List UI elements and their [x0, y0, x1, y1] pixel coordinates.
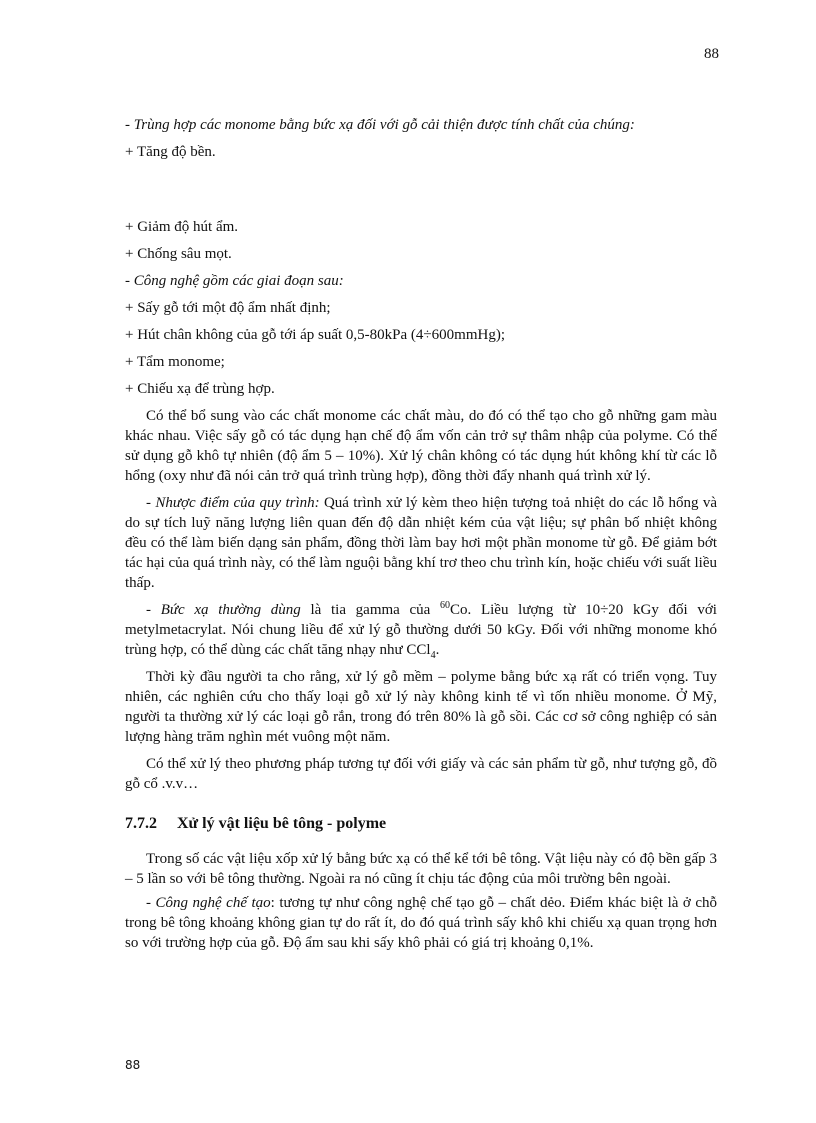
paragraph-text: Co. Liều lượng từ 10÷20 kGy đối với metylmetacrylat. Nói chung liều để xử lý gỗ thường dưới 50 kGy. Đối với những monome khó trùng hợp, có thể dùng các chất tăng nhạy như CCl — [125, 602, 717, 658]
list-item: + Sấy gỗ tới một độ ẩm nhất định; — [125, 300, 331, 316]
list-item: + Tăng độ bền. — [125, 144, 216, 160]
paragraph — [125, 493, 717, 593]
list-item: + Hút chân không của gỗ tới áp suất 0,5-80kPa (4÷600mmHg); — [125, 327, 505, 343]
list-item: + Giảm độ hút ẩm. — [125, 219, 239, 235]
paragraph-lead: - Công nghệ chế tạo — [146, 895, 271, 911]
list-item: + Tẩm monome; — [125, 354, 225, 370]
paragraph — [125, 893, 717, 953]
paragraph: Thời kỳ đầu người ta cho rằng, xử lý gỗ mềm – polyme bằng bức xạ rất có triển vọng. Tuy nhiên, các nghiên cứu cho thấy loại gỗ xử lý này không kinh tế vì tốn nhiều monome. Ở Mỹ, người ta thường xử lý các loại gỗ rắn, trong đó trên 80% là gỗ sồi. Các cơ sở công nghiệp có sản lượng hàng trăm nghìn mét vuông một năm. — [125, 669, 717, 745]
paragraph-text: : tương tự như công nghệ chế tạo gỗ – chất dẻo. Điểm khác biệt là ở chỗ trong bê tông khoảng không gian tự do rất ít, do đó quá trình sấy khô khi chiếu xạ quan trọng hơn so với trường hợp của gỗ. Độ ẩm sau khi sấy khô phải có giá trị khoảng 0,1%. — [125, 895, 717, 951]
paragraph: Có thể xử lý theo phương pháp tương tự đối với giấy và các sản phẩm từ gỗ, như tượng gỗ, đồ gỗ cổ .v.v… — [125, 756, 717, 792]
paragraph: Có thể bổ sung vào các chất monome các chất màu, do đó có thể tạo cho gỗ những gam màu khác nhau. Việc sấy gỗ có tác dụng hạn chế độ ẩm vốn cản trở sự thâm nhập của polyme. Có thể sử dụng gỗ khô tự nhiên (độ ẩm 5 – 10%). Xử lý chân không có tác dụng hút không khí từ các lỗ hổng (oxy như đã nói cản trở quá trình trùng hợp), đồng thời đẩy nhanh quá trình xử lý. — [125, 408, 717, 484]
page-number-bottom: 88 — [125, 1058, 141, 1072]
section-number: 7.7.2 — [125, 815, 157, 832]
paragraph-lead: - Bức xạ thường dùng — [146, 602, 301, 618]
page-content — [125, 115, 717, 953]
paragraph: Trong số các vật liệu xốp xử lý bằng bức xạ có thể kể tới bê tông. Vật liệu này có độ bền gấp 3 – 5 lần so với bê tông thường. Ngoài ra nó cũng ít chịu tác động của môi trường bên ngoài. — [125, 851, 717, 887]
intro-line: - Trùng hợp các monome bằng bức xạ đối với gỗ cải thiện được tính chất của chúng: — [125, 117, 635, 133]
superscript: 60 — [440, 600, 451, 611]
paragraph-text: Quá trình xử lý kèm theo hiện tượng toả nhiệt do các lỗ hổng và do sự tích luỹ năng lượng liên quan đến độ dẫn nhiệt kém của vật liệu; sự phân bố nhiệt không đều có thể làm biến dạng sản phẩm, đồng thời làm bay hơi một phần monome từ gỗ. Để giảm bớt tác hại của quá trình này, có thể làm nguội bằng khí trơ theo chu trình kín, hoặc chiếu với suất liều thấp. — [125, 495, 717, 591]
list-item: + Chống sâu mọt. — [125, 246, 232, 262]
subheading-line: - Công nghệ gồm các giai đoạn sau: — [125, 273, 344, 289]
paragraph — [125, 600, 717, 660]
page-number-top: 88 — [704, 46, 719, 62]
section-heading — [125, 815, 717, 833]
paragraph-text: là tia gamma của — [300, 602, 441, 618]
subscript: 4 — [430, 650, 436, 661]
list-item: + Chiếu xạ để trùng hợp. — [125, 381, 275, 397]
section-title: Xử lý vật liệu bê tông - polyme — [177, 815, 387, 832]
paragraph-text: . — [435, 642, 440, 658]
paragraph-lead: - Nhược điểm của quy trình: — [146, 495, 320, 511]
